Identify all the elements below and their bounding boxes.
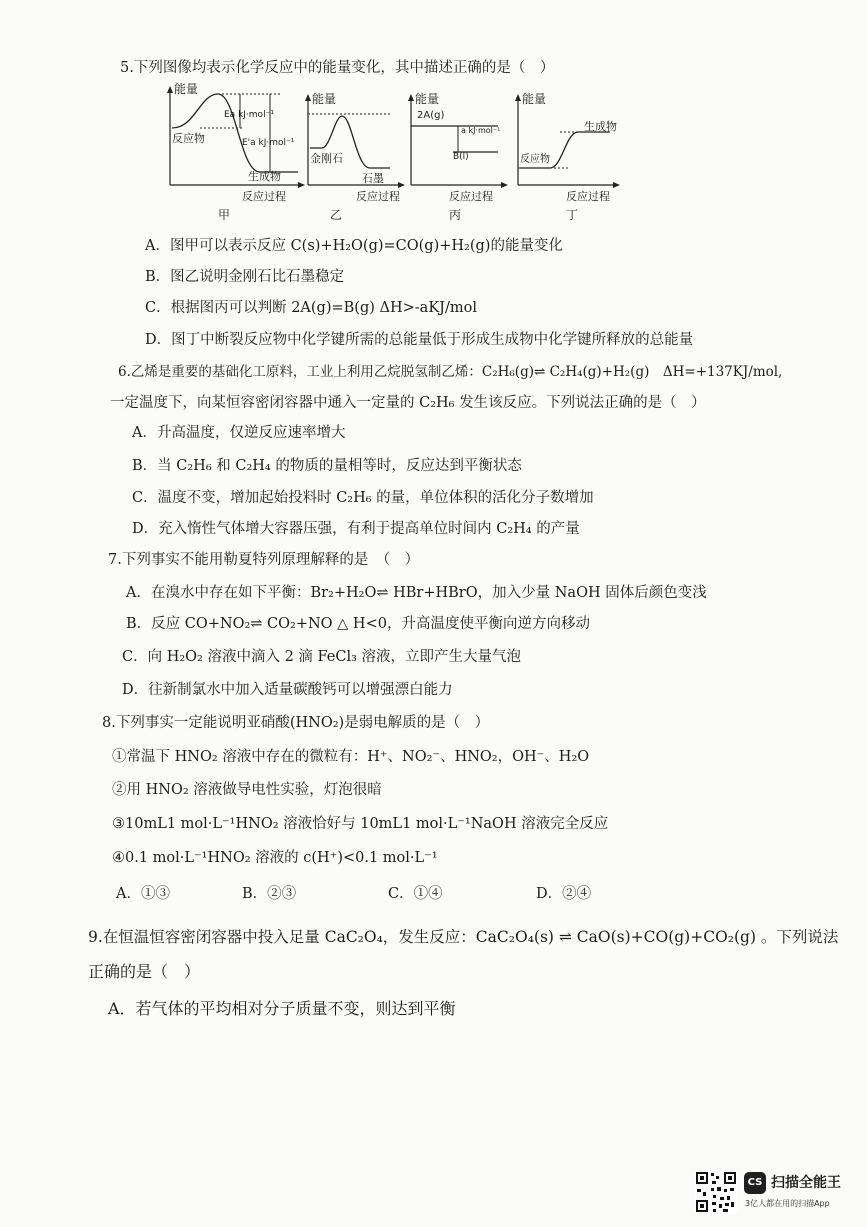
q6-option-a: A．升高温度，仅逆反应速率增大 xyxy=(132,425,346,441)
energy-diagram-bing xyxy=(403,90,513,220)
q9-stem-line1: 9.在恒温恒容密闭容器中投入足量 CaC₂O₄，发生反应：CaC₂O₄(s) ⇌ CaO(s)+CO(g)+CO₂(g) 。下列说法 xyxy=(88,928,839,946)
x-axis-label: 反应过程 xyxy=(449,190,493,203)
q8-option-d: D．②④ xyxy=(536,886,592,902)
q8-option-b: B．②③ xyxy=(242,886,297,902)
energy-diagram-yi xyxy=(300,90,410,220)
q7-option-a: A．在溴水中存在如下平衡：Br₂+H₂O⇌ HBr+HBrO，加入少量 NaOH 固体后颜色变浅 xyxy=(126,585,707,601)
diagram-caption: 丁 xyxy=(566,208,579,222)
camscanner-logo: CS xyxy=(744,1172,766,1194)
q5-option-d: D．图丁中断裂反应物中化学键所需的总能量低于形成生成物中化学键所释放的总能量 xyxy=(145,332,694,348)
q8-option-c: C．①④ xyxy=(388,886,443,902)
graphite-label: 石墨 xyxy=(362,172,384,185)
q7-option-c: C．向 H₂O₂ 溶液中滴入 2 滴 FeCl₃ 溶液，立即产生大量气泡 xyxy=(122,649,522,665)
camscanner-tagline: 3亿人都在用的扫描App xyxy=(745,1199,830,1208)
q8-item-4: ④0.1 mol·L⁻¹HNO₂ 溶液的 c(H⁺)<0.1 mol·L⁻¹ xyxy=(112,850,438,866)
qr-code-icon xyxy=(694,1170,738,1214)
q6-stem-line2: 一定温度下，向某恒容密闭容器中通入一定量的 C₂H₆ 发生该反应。下列说法正确的是（ ） xyxy=(110,395,706,411)
reverse-activation-label: E'a kJ·mol⁻¹ xyxy=(242,138,295,148)
q5-option-b: B．图乙说明金刚石比石墨稳定 xyxy=(145,269,345,285)
y-axis-label: 能量 xyxy=(312,92,337,106)
q8-item-3: ③10mL1 mol·L⁻¹HNO₂ 溶液恰好与 10mL1 mol·L⁻¹NaOH 溶液完全反应 xyxy=(112,816,609,832)
energy-difference-label: a kJ·mol⁻¹ xyxy=(461,126,501,135)
q8-item-1: ①常温下 HNO₂ 溶液中存在的微粒有：H⁺、NO₂⁻、HNO₂，OH⁻、H₂O xyxy=(112,749,590,765)
y-axis-label: 能量 xyxy=(174,82,199,96)
diamond-label: 金刚石 xyxy=(310,152,343,165)
diagram-caption: 乙 xyxy=(330,208,343,222)
y-axis-label: 能量 xyxy=(415,92,440,106)
q7-option-b: B．反应 CO+NO₂⇌ CO₂+NO △ H<0，升高温度使平衡向逆方向移动 xyxy=(126,616,590,632)
y-axis-label: 能量 xyxy=(522,92,547,106)
q9-stem-line2: 正确的是（ ） xyxy=(88,962,201,981)
q9-option-a: A．若气体的平均相对分子质量不变，则达到平衡 xyxy=(108,999,456,1018)
q7-option-d: D．往新制氯水中加入适量碳酸钙可以增强漂白能力 xyxy=(122,682,453,698)
q6-option-b: B．当 C₂H₆ 和 C₂H₄ 的物质的量相等时，反应达到平衡状态 xyxy=(132,458,522,474)
reactant-2a-label: 2A(g) xyxy=(417,110,445,121)
product-label: 生成物 xyxy=(584,120,617,133)
q8-stem: 8.下列事实一定能说明亚硝酸(HNO₂)是弱电解质的是（ ） xyxy=(102,715,490,731)
q5-option-a: A．图甲可以表示反应 C(s)+H₂O(g)=CO(g)+H₂(g)的能量变化 xyxy=(145,238,563,254)
camscanner-name: 扫描全能王 xyxy=(771,1175,841,1191)
product-b-label: B(l) xyxy=(453,152,469,162)
q8-item-2: ②用 HNO₂ 溶液做导电性实验，灯泡很暗 xyxy=(112,782,382,798)
product-label: 生成物 xyxy=(248,170,281,183)
energy-diagram-jia xyxy=(160,80,310,220)
x-axis-label: 反应过程 xyxy=(242,190,286,203)
energy-diagram-ding xyxy=(510,90,630,220)
q6-stem-line1: 6.乙烯是重要的基础化工原料，工业上利用乙烷脱氢制乙烯：C₂H₆(g)⇌ C₂H₄(g)+H₂(g) ΔH=+137KJ/mol, xyxy=(118,364,783,380)
q8-option-a: A．①③ xyxy=(116,886,170,902)
q5-option-c: C．根据图丙可以判断 2A(g)=B(g) ΔH>-aKJ/mol xyxy=(145,300,477,316)
x-axis-label: 反应过程 xyxy=(566,190,610,203)
diagram-caption: 丙 xyxy=(449,208,462,222)
q6-option-c: C．温度不变，增加起始投料时 C₂H₆ 的量，单位体积的活化分子数增加 xyxy=(132,490,594,506)
reactant-label: 反应物 xyxy=(172,132,205,145)
x-axis-label: 反应过程 xyxy=(356,190,400,203)
q6-option-d: D．充入惰性气体增大容器压强，有利于提高单位时间内 C₂H₄ 的产量 xyxy=(132,521,580,537)
q5-stem: 5.下列图像均表示化学反应中的能量变化，其中描述正确的是（ ） xyxy=(120,60,555,76)
activation-energy-label: Ea kJ·mol⁻¹ xyxy=(224,110,274,120)
q7-stem: 7.下列事实不能用勒夏特列原理解释的是 （ ） xyxy=(108,552,420,568)
reactant-label: 反应物 xyxy=(520,154,550,165)
diagram-caption: 甲 xyxy=(218,208,231,222)
